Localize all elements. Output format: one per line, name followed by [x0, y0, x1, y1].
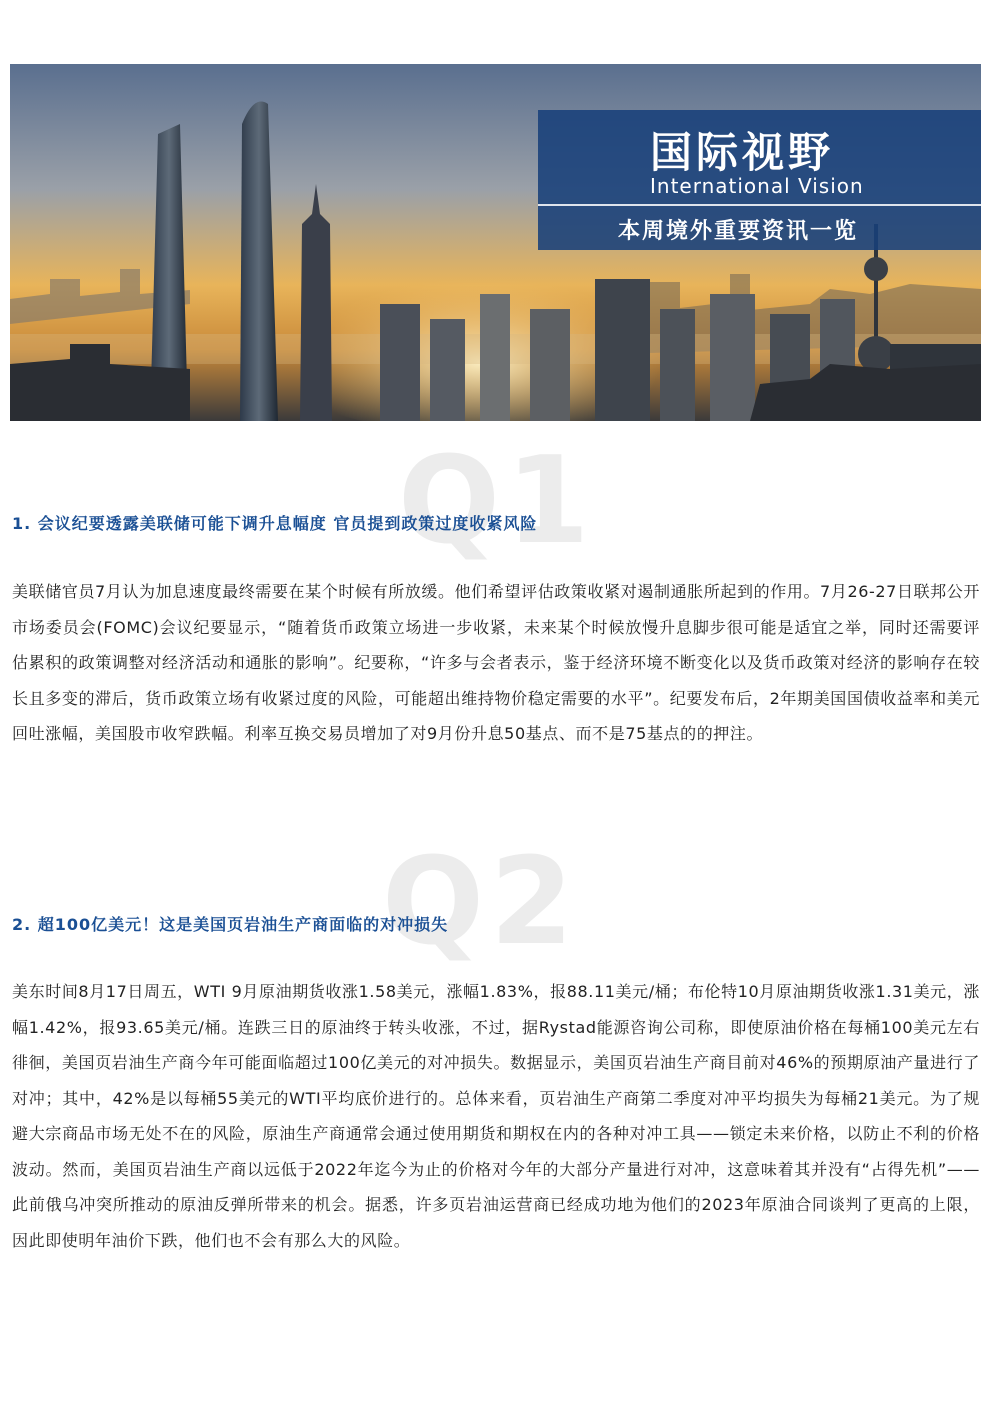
banner-title-box	[538, 110, 981, 250]
section-body-2: 美东时间8月17日周五，WTI 9月原油期货收涨1.58美元，涨幅1.83%，报88.11美元/桶；布伦特10月原油期货收涨1.31美元，涨幅1.42%，报93.65美元/桶。连跌三日的原油终于转头收涨，不过，据Rystad能源咨询公司称，即使原油价格在每桶100美元左右徘徊，美国页岩油生产商今年可能面临超过100亿美元的对冲损失。数据显示，美国页岩油生产商目前对46%的预期原油产量进行了对冲；其中，42%是以每桶55美元的WTI平均底价进行的。总体来看，页岩油生产商第二季度对冲平均损失为每桶21美元。为了规避大宗商品市场无处不在的风险，原油生产商通常会通过使用期货和期权在内的各种对冲工具——锁定未来价格，以防止不利的价格波动。然而，美国页岩油生产商以远低于2022年迄今为止的价格对今年的大部分产量进行对冲，这意味着其并没有“占得先机”——此前俄乌冲突所推动的原油反弹所带来的机会。据悉，许多页岩油运营商已经成功地为他们的2023年原油合同谈判了更高的上限，因此即使明年油价下跌，他们也不会有那么大的风险。	[12, 982, 980, 1250]
banner-title-cn: 国际视野	[650, 128, 835, 177]
banner-title-en: International Vision	[650, 174, 864, 198]
header-banner	[10, 64, 981, 421]
section-watermark-q1: Q1	[398, 432, 596, 571]
section-title-1: 1. 会议纪要透露美联储可能下调升息幅度 官员提到政策过度收紧风险	[12, 514, 538, 533]
section-body-1: 美联储官员7月认为加息速度最终需要在某个时候有所放缓。他们希望评估政策收紧对遏制通胀所起到的作用。7月26-27日联邦公开市场委员会(FOMC)会议纪要显示，“随着货币政策立场进一步收紧，未来某个时候放慢升息脚步很可能是适宜之举，同时还需要评估累积的政策调整对经济活动和通胀的影响”。纪要称，“许多与会者表示，鉴于经济环境不断变化以及货币政策对经济的影响存在较长且多变的滞后，货币政策立场有收紧过度的风险，可能超出维持物价稳定需要的水平”。纪要发布后，2年期美国国债收益率和美元回吐涨幅，美国股市收窄跌幅。利率互换交易员增加了对9月份升息50基点、而不是75基点的的押注。	[12, 582, 980, 743]
banner-subtitle: 本周境外重要资讯一览	[618, 219, 859, 244]
section-watermark-q2: Q2	[382, 833, 580, 972]
banner-divider	[538, 204, 981, 206]
section-title-2: 2. 超100亿美元！这是美国页岩油生产商面临的对冲损失	[12, 915, 449, 934]
